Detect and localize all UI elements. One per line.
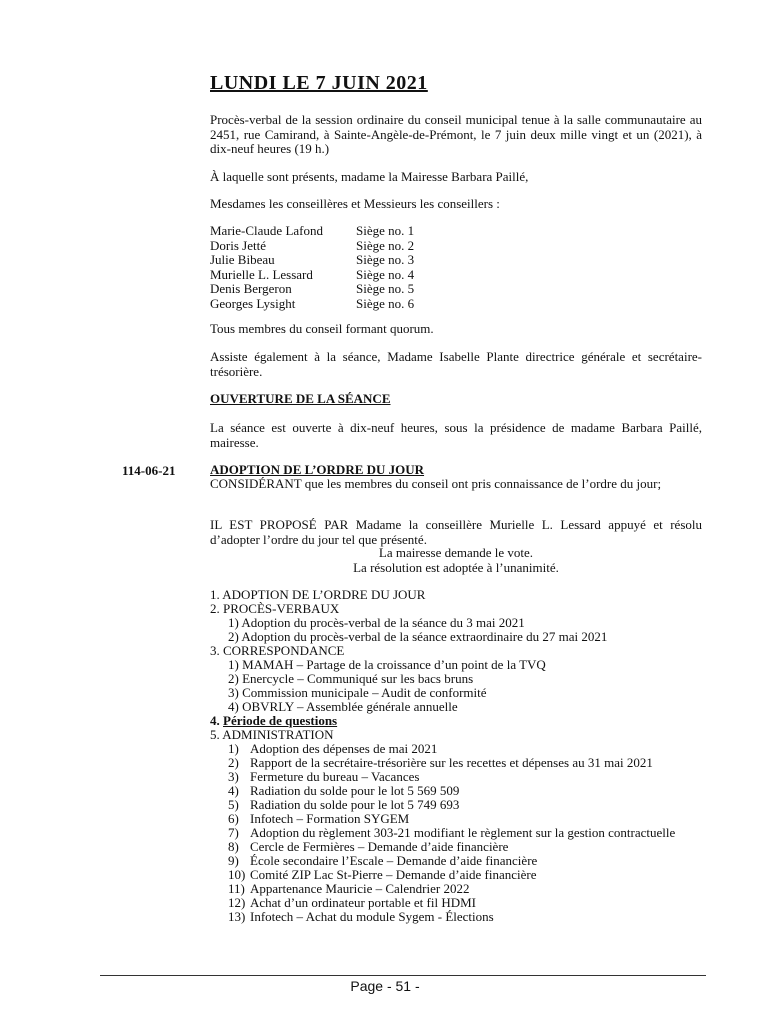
assist-paragraph: Assiste également à la séance, Madame Isabelle Plante directrice générale et secrétaire-trésorière. bbox=[210, 349, 702, 379]
item-number: 1) bbox=[228, 741, 239, 756]
agenda-item bbox=[210, 756, 704, 770]
present-paragraph: À laquelle sont présents, madame la Mairesse Barbara Paillé, bbox=[210, 169, 529, 184]
agenda-item bbox=[210, 896, 704, 910]
agenda-item bbox=[210, 840, 704, 854]
footer-divider bbox=[100, 975, 706, 976]
agenda-item bbox=[210, 826, 704, 840]
agenda-item bbox=[210, 910, 704, 924]
item-number: 7) bbox=[228, 825, 239, 840]
agenda-section-number: 4. bbox=[210, 713, 220, 728]
member-row bbox=[210, 282, 414, 297]
item-number: 9) bbox=[228, 853, 239, 868]
item-text: Appartenance Mauricie – Calendrier 2022 bbox=[250, 881, 470, 896]
agenda-item bbox=[210, 868, 704, 882]
agenda-section: 1. ADOPTION DE L’ORDRE DU JOUR bbox=[210, 587, 426, 602]
agenda-list bbox=[210, 588, 704, 924]
member-name: Marie-Claude Lafond bbox=[210, 223, 323, 238]
agenda-item: 4) OBVRLY – Assemblée générale annuelle bbox=[228, 699, 458, 714]
item-number: 5) bbox=[228, 797, 239, 812]
adopted-line: La résolution est adoptée à l’unanimité. bbox=[353, 560, 559, 575]
agenda-item bbox=[210, 798, 704, 812]
opening-paragraph: La séance est ouverte à dix-neuf heures, sous la présidence de madame Barbara Paillé, mairesse. bbox=[210, 420, 702, 450]
agenda-item bbox=[210, 882, 704, 896]
item-number: 11) bbox=[228, 881, 245, 896]
agenda-item bbox=[210, 770, 704, 784]
agenda-section: 5. ADMINISTRATION bbox=[210, 727, 334, 742]
page-number: Page - 51 - bbox=[350, 978, 420, 994]
considering-paragraph: CONSIDÉRANT que les membres du conseil ont pris connaissance de l’ordre du jour; bbox=[210, 476, 662, 491]
agenda-item bbox=[210, 742, 704, 756]
member-row bbox=[210, 297, 414, 312]
member-seat: Siège no. 2 bbox=[356, 237, 415, 253]
agenda-section-label: Période de questions bbox=[223, 713, 338, 728]
item-number: 4) bbox=[228, 783, 239, 798]
member-seat: Siège no. 3 bbox=[356, 252, 415, 267]
item-text: Radiation du solde pour le lot 5 569 509 bbox=[250, 783, 460, 798]
resolution-number: 114-06-21 bbox=[122, 463, 176, 478]
member-name: Denis Bergeron bbox=[210, 281, 292, 296]
agenda-item: 3) Commission municipale – Audit de conformité bbox=[228, 685, 487, 700]
agenda-item: 2) Adoption du procès-verbal de la séance extraordinaire du 27 mai 2021 bbox=[228, 629, 608, 644]
member-row bbox=[210, 253, 414, 268]
member-name: Murielle L. Lessard bbox=[210, 266, 313, 282]
member-seat: Siège no. 6 bbox=[356, 295, 415, 311]
quorum-paragraph: Tous membres du conseil formant quorum. bbox=[210, 321, 434, 336]
page-title: LUNDI LE 7 JUIN 2021 bbox=[210, 72, 428, 94]
item-number: 13) bbox=[228, 909, 246, 924]
member-row bbox=[210, 268, 414, 283]
proposed-paragraph: IL EST PROPOSÉ PAR Madame la conseillère Murielle L. Lessard appuyé et résolu d’adopter l’ordre du jour tel que présenté. bbox=[210, 517, 702, 547]
item-number: 10) bbox=[228, 867, 246, 882]
item-text: Cercle de Fermières – Demande d’aide financière bbox=[250, 839, 509, 854]
item-text: Rapport de la secrétaire-trésorière sur les recettes et dépenses au 31 mai 2021 bbox=[250, 755, 653, 770]
members-list bbox=[210, 224, 414, 311]
member-name: Julie Bibeau bbox=[210, 252, 275, 267]
item-text: Adoption des dépenses de mai 2021 bbox=[250, 741, 438, 756]
item-text: Achat d’un ordinateur portable et fil HDMI bbox=[250, 895, 476, 910]
member-seat: Siège no. 4 bbox=[356, 266, 415, 282]
item-number: 2) bbox=[228, 755, 239, 770]
agenda-item: 2) Enercycle – Communiqué sur les bacs bruns bbox=[228, 671, 474, 686]
agenda-item: 1) Adoption du procès-verbal de la séance du 3 mai 2021 bbox=[228, 615, 525, 630]
member-row bbox=[210, 224, 414, 239]
member-row bbox=[210, 239, 414, 254]
item-number: 8) bbox=[228, 839, 239, 854]
agenda-item bbox=[210, 854, 704, 868]
item-number: 6) bbox=[228, 811, 239, 826]
agenda-section: 3. CORRESPONDANCE bbox=[210, 643, 345, 658]
item-text: Radiation du solde pour le lot 5 749 693 bbox=[250, 797, 460, 812]
member-name: Georges Lysight bbox=[210, 295, 296, 311]
agenda-item: 1) MAMAH – Partage de la croissance d’un point de la TVQ bbox=[228, 657, 546, 672]
member-seat: Siège no. 5 bbox=[356, 281, 415, 296]
member-name: Doris Jetté bbox=[210, 237, 266, 253]
item-number: 3) bbox=[228, 769, 239, 784]
vote-line: La mairesse demande le vote. bbox=[378, 545, 534, 560]
item-number: 12) bbox=[228, 895, 246, 910]
agenda-section bbox=[210, 714, 704, 728]
item-text: École secondaire l’Escale – Demande d’aide financière bbox=[250, 853, 538, 868]
agenda-item bbox=[210, 812, 704, 826]
agenda-item bbox=[210, 784, 704, 798]
opening-heading: OUVERTURE DE LA SÉANCE bbox=[210, 391, 391, 406]
resolution-heading: ADOPTION DE L’ORDRE DU JOUR bbox=[210, 462, 425, 477]
intro-paragraph: Procès-verbal de la session ordinaire du conseil municipal tenue à la salle communautaire au 2451, rue Camirand, à Sainte-Angèle-de-Prémont, le 7 juin deux mille vingt et un (2021), à dix-neuf heures (19 h.) bbox=[210, 112, 702, 156]
item-text: Fermeture du bureau – Vacances bbox=[250, 769, 420, 784]
councillors-intro: Mesdames les conseillères et Messieurs les conseillers : bbox=[210, 196, 500, 211]
item-text: Infotech – Formation SYGEM bbox=[250, 811, 410, 826]
item-text: Comité ZIP Lac St-Pierre – Demande d’aide financière bbox=[250, 867, 537, 882]
agenda-section: 2. PROCÈS-VERBAUX bbox=[210, 601, 340, 616]
member-seat: Siège no. 1 bbox=[356, 223, 415, 238]
item-text: Adoption du règlement 303-21 modifiant le règlement sur la gestion contractuelle bbox=[250, 825, 676, 840]
item-text: Infotech – Achat du module Sygem - Élections bbox=[250, 909, 494, 924]
